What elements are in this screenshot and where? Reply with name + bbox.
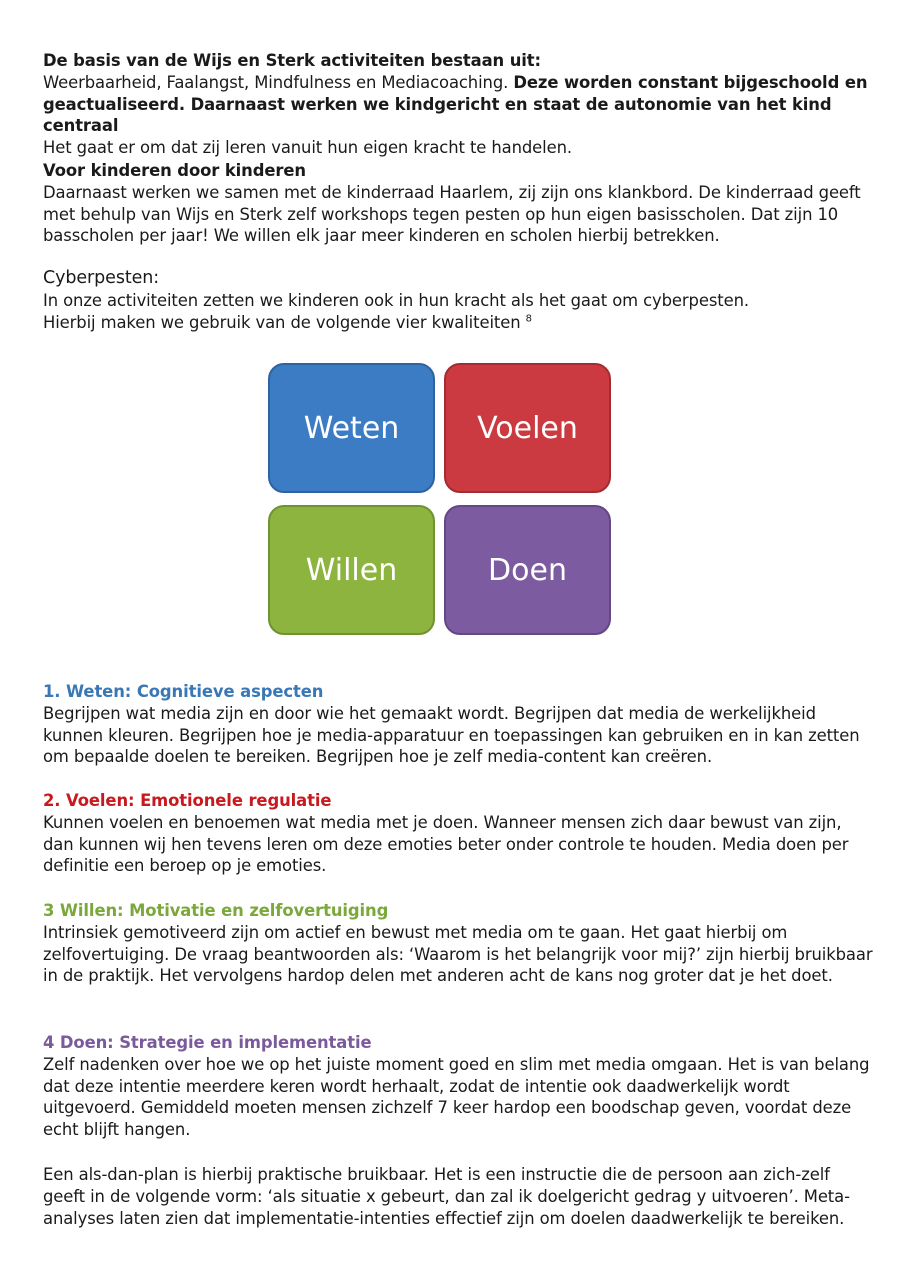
tile-weten: Weten: [268, 363, 435, 493]
intro-block: [43, 50, 873, 159]
section-weten-body: Begrijpen wat media zijn en door wie het gemaakt wordt. Begrijpen dat media de werkelijkheid kunnen kleuren. Begrijpen hoe je media-apparatuur en toepassingen kan gebruiken en in kan zetten om bepaalde doelen te bereiken. Begrijpen hoe je zelf media-content kan creëren.: [43, 703, 860, 767]
section-doen-body: Zelf nadenken over hoe we op het juiste moment goed en slim met media omgaan. Het is van belang dat deze intentie meerdere keren wordt herhaalt, zodat de intentie ook daadwerkelijk wordt uitgevoerd. Gemiddeld moeten mensen zichzelf 7 keer hardop een boodschap geven, voordat deze echt blijft hangen.: [43, 1054, 870, 1140]
cyber-line2: Hierbij maken we gebruik van de volgende vier kwaliteiten: [43, 312, 521, 332]
four-qualities-diagram: [268, 363, 614, 637]
cyber-line1: In onze activiteiten zetten we kinderen ook in hun kracht als het gaat om cyberpesten.: [43, 290, 749, 310]
tile-willen: Willen: [268, 505, 435, 635]
section-weten-heading: 1. Weten: Cognitieve aspecten: [43, 682, 324, 701]
section-voelen: [43, 790, 873, 877]
closing-block: [43, 1164, 873, 1229]
intro-paragraph: [43, 72, 873, 137]
section-willen-heading: 3 Willen: Motivatie en zelfovertuiging: [43, 901, 389, 920]
intro-heading: De basis van de Wijs en Sterk activiteiten bestaan uit:: [43, 51, 541, 70]
intro-plain: Weerbaarheid, Faalangst, Mindfulness en Mediacoaching.: [43, 72, 509, 92]
kinderen-heading: Voor kinderen door kinderen: [43, 161, 306, 180]
footnote-marker: 8: [525, 313, 532, 325]
cyber-block: [43, 268, 873, 333]
section-voelen-body: Kunnen voelen en benoemen wat media met je doen. Wanneer mensen zich daar bewust van zijn, dan kunnen wij hen tevens leren om deze emoties beter onder controle te houden. Media doen per definitie een beroep op je emoties.: [43, 812, 849, 876]
kinderen-body: Daarnaast werken we samen met de kinderraad Haarlem, zij zijn ons klankbord. De kinderraad geeft met behulp van Wijs en Sterk zelf workshops tegen pesten op hun eigen basisscholen. Dat zijn 10 basscholen per jaar! We willen elk jaar meer kinderen en scholen hierbij betrekken.: [43, 182, 861, 246]
tile-voelen: Voelen: [444, 363, 611, 493]
intro-bold: Deze worden constant bijgeschoold en geactualiseerd. Daarnaast werken we kindgericht en staat de autonomie van het kind centraal: [43, 72, 868, 136]
section-doen: [43, 1032, 873, 1141]
section-voelen-heading: 2. Voelen: Emotionele regulatie: [43, 791, 332, 810]
section-willen-body: Intrinsiek gemotiveerd zijn om actief en bewust met media om te gaan. Het gaat hierbij om zelfovertuiging. De vraag beantwoorden als: ‘Waarom is het belangrijk voor mij?’ zijn hierbij bruikbaar in de praktijk. Het vervolgens hardop delen met anderen acht de kans nog groter dat je het doet.: [43, 922, 873, 986]
cyber-heading: Cyberpesten:: [43, 268, 160, 288]
intro-end: Het gaat er om dat zij leren vanuit hun eigen kracht te handelen.: [43, 138, 573, 158]
section-willen: [43, 900, 873, 987]
closing-paragraph: Een als-dan-plan is hierbij praktische bruikbaar. Het is een instructie die de persoon aan zich-zelf geeft in de volgende vorm: ‘als situatie x gebeurt, dan zal ik doelgericht gedrag y uitvoeren’. Meta-analyses laten zien dat implementatie-intenties effectief zijn om doelen daadwerkelijk te bereiken.: [43, 1165, 850, 1228]
tile-doen: Doen: [444, 505, 611, 635]
section-weten: [43, 681, 873, 768]
kinderen-block: [43, 160, 873, 247]
cyber-line2-wrap: [43, 312, 873, 334]
section-doen-heading: 4 Doen: Strategie en implementatie: [43, 1033, 372, 1052]
